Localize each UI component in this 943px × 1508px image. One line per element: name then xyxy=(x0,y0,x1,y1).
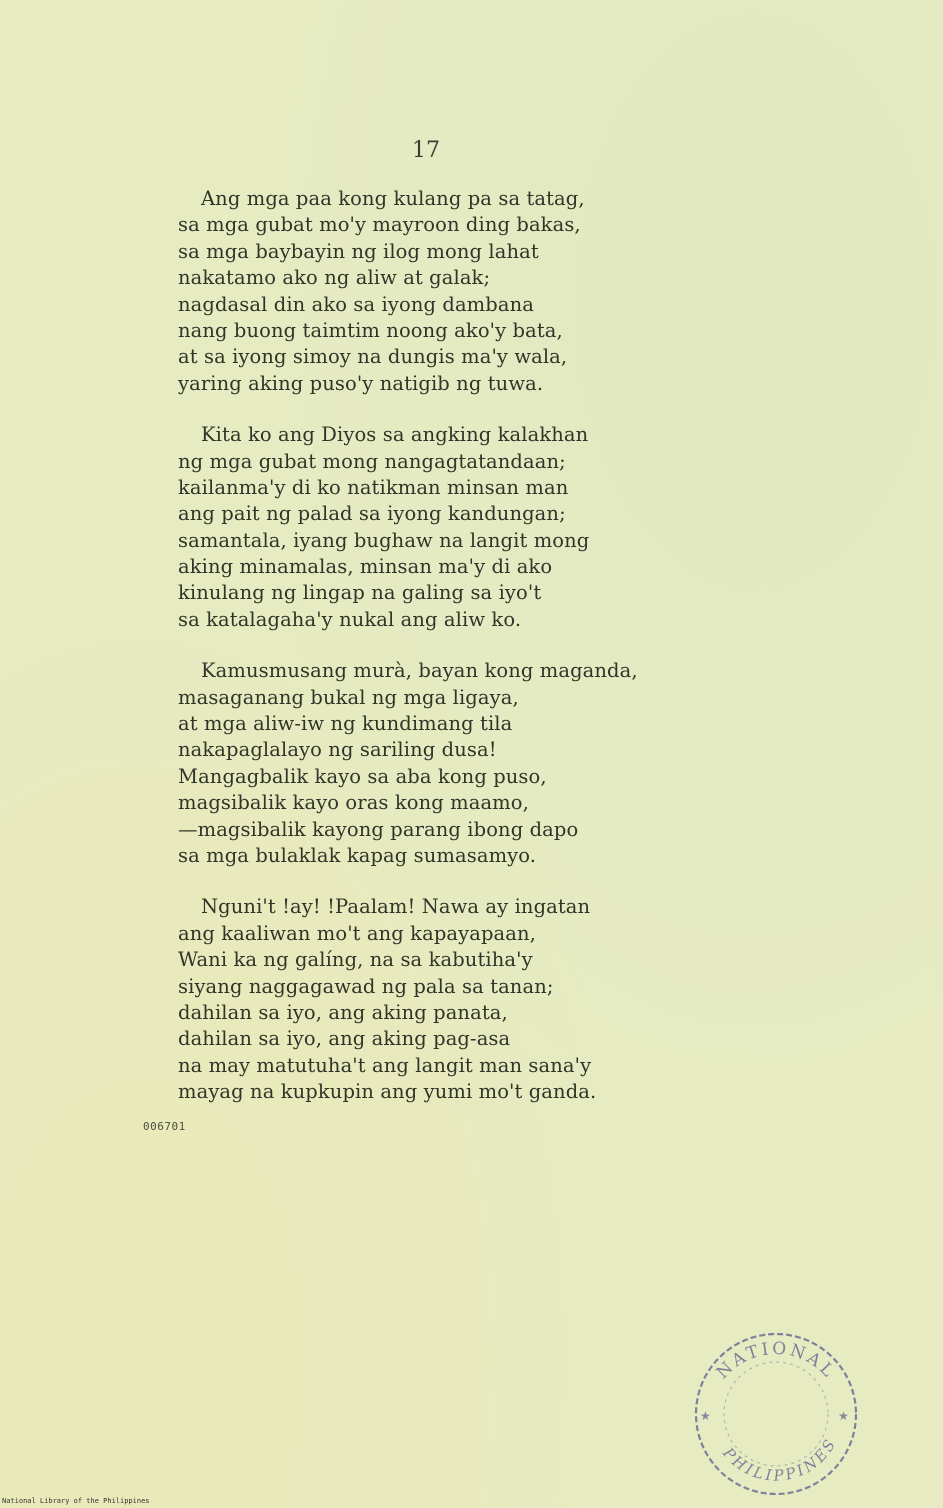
stamp-star-icon: ★ xyxy=(700,1409,711,1423)
poem-line: aking minamalas, minsan ma'y di ako xyxy=(178,555,553,579)
stamp-text-bottom: PHILIPPINES xyxy=(719,1434,841,1485)
poem-line: nakapaglalayo ng sariling dusa! xyxy=(178,738,497,762)
poem-line: ang kaaliwan mo't ang kapayapaan, xyxy=(178,921,536,945)
poem-line: sa mga baybayin ng ilog mong lahat xyxy=(178,239,539,263)
poem-line: Nguni't !ay! !Paalam! Nawa ay ingatan xyxy=(201,895,591,919)
poem-line: Mangagbalik kayo sa aba kong puso, xyxy=(178,764,547,788)
poem-line: kailanma'y di ko natikman minsan man xyxy=(178,475,569,499)
poem xyxy=(178,186,678,1131)
poem-line: Kamusmusang murà, bayan kong maganda, xyxy=(201,659,638,683)
stanza-3 xyxy=(178,658,678,869)
poem-line: Kita ko ang Diyos sa angking kalakhan xyxy=(201,423,589,447)
stanza-1 xyxy=(178,186,678,397)
poem-line: nakatamo ako ng aliw at galak; xyxy=(178,266,491,290)
poem-line: samantala, iyang bughaw na langit mong xyxy=(178,528,590,552)
stamp-inner-ring xyxy=(724,1362,828,1466)
library-stamp xyxy=(688,1328,864,1498)
poem-line: mayag na kupkupin ang yumi mo't ganda. xyxy=(178,1080,597,1104)
poem-line: sa mga gubat mo'y mayroon ding bakas, xyxy=(178,213,581,237)
poem-line: siyang naggagawad ng pala sa tanan; xyxy=(178,974,554,998)
footer-credit: National Library of the Philippines xyxy=(2,1497,150,1505)
poem-line: Ang mga paa kong kulang pa sa tatag, xyxy=(201,187,585,210)
poem-line: at mga aliw-iw ng kundimang tila xyxy=(178,712,513,736)
poem-line: sa mga bulaklak kapag sumasamyo. xyxy=(178,843,537,867)
poem-line: dahilan sa iyo, ang aking panata, xyxy=(178,1000,508,1024)
stamp-text-top: NATIONAL xyxy=(712,1338,840,1383)
poem-line: nagdasal din ako sa iyong dambana xyxy=(178,292,534,316)
poem-line: at sa iyong simoy na dungis ma'y wala, xyxy=(178,345,568,369)
poem-line: kinulang ng lingap na galing sa iyo't xyxy=(178,581,542,605)
poem-line: dahilan sa iyo, ang aking pag-asa xyxy=(178,1027,511,1051)
catalog-number: 006701 xyxy=(143,1120,186,1133)
stanza-2 xyxy=(178,422,678,633)
poem-line: ng mga gubat mong nangagtatandaan; xyxy=(178,449,566,473)
stamp-star-icon: ★ xyxy=(838,1409,849,1423)
poem-line: magsibalik kayo oras kong maamo, xyxy=(178,791,529,815)
page-number: 17 xyxy=(412,138,440,163)
poem-line: Wani ka ng galíng, na sa kabutiha'y xyxy=(178,948,533,972)
poem-line: yaring aking puso'y natigib ng tuwa. xyxy=(178,371,544,395)
poem-line: sa katalagaha'y nukal ang aliw ko. xyxy=(178,607,522,631)
poem-line: —magsibalik kayong parang ibong dapo xyxy=(178,817,579,841)
poem-line: na may matutuha't ang langit man sana'y xyxy=(178,1053,592,1077)
stanza-4 xyxy=(178,894,678,1105)
poem-line: masaganang bukal ng mga ligaya, xyxy=(178,685,519,709)
poem-line: nang buong taimtim noong ako'y bata, xyxy=(178,318,563,342)
poem-line: ang pait ng palad sa iyong kandungan; xyxy=(178,502,566,526)
